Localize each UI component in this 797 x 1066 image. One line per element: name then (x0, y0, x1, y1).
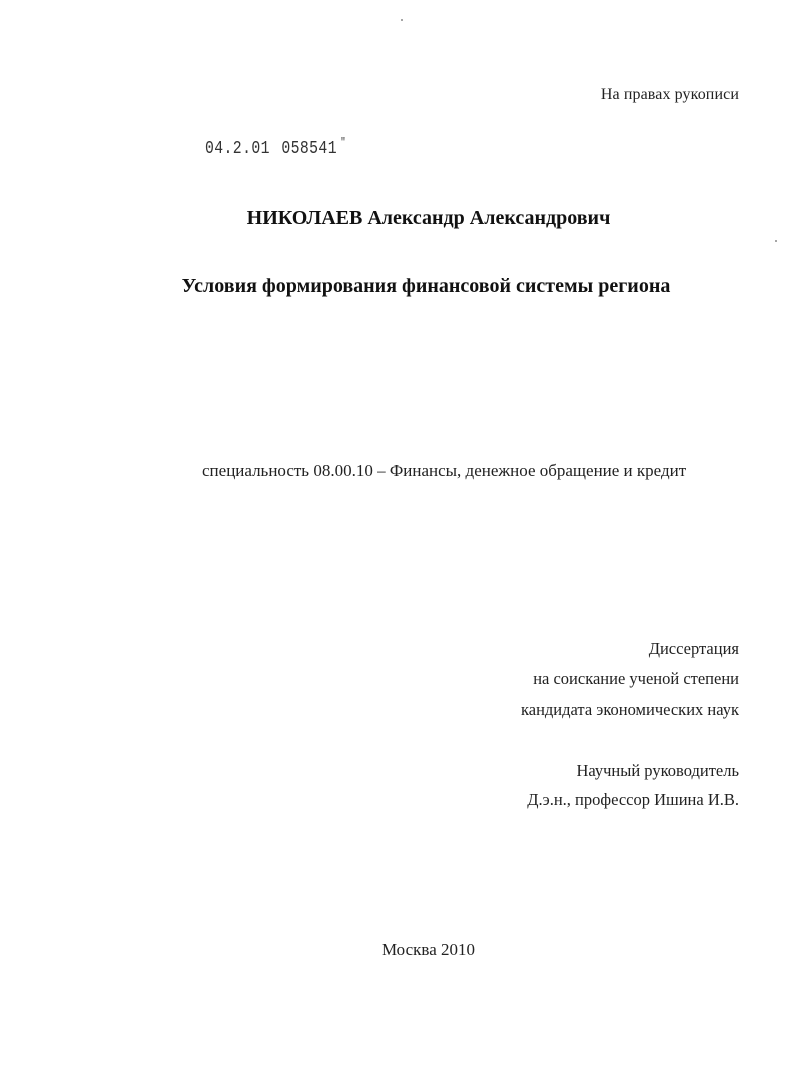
specialty-line: специальность 08.00.10 – Финансы, денежное обращение и кредит (202, 461, 687, 480)
scan-artifact-dot (401, 19, 403, 21)
rights-notice: На правах рукописи (600, 86, 739, 103)
catalog-number (205, 139, 346, 159)
scan-artifact-dot (775, 240, 777, 242)
catalog-number-mark: " (340, 137, 347, 149)
supervisor-label: Научный руководитель (576, 761, 739, 780)
catalog-number-part2: 058541 (281, 139, 337, 159)
dissertation-title: Условия формирования финансовой системы региона (181, 275, 671, 297)
city-year: Москва 2010 (381, 940, 476, 959)
degree-line-2: кандидата экономических наук (520, 700, 739, 719)
supervisor-name: Д.э.н., профессор Ишина И.В. (527, 790, 739, 809)
catalog-number-part1: 04.2.01 (205, 139, 270, 159)
degree-line-1: на соискание ученой степени (533, 669, 739, 688)
dissertation-label: Диссертация (648, 639, 739, 658)
author-name: НИКОЛАЕВ Александр Александрович (246, 207, 611, 229)
